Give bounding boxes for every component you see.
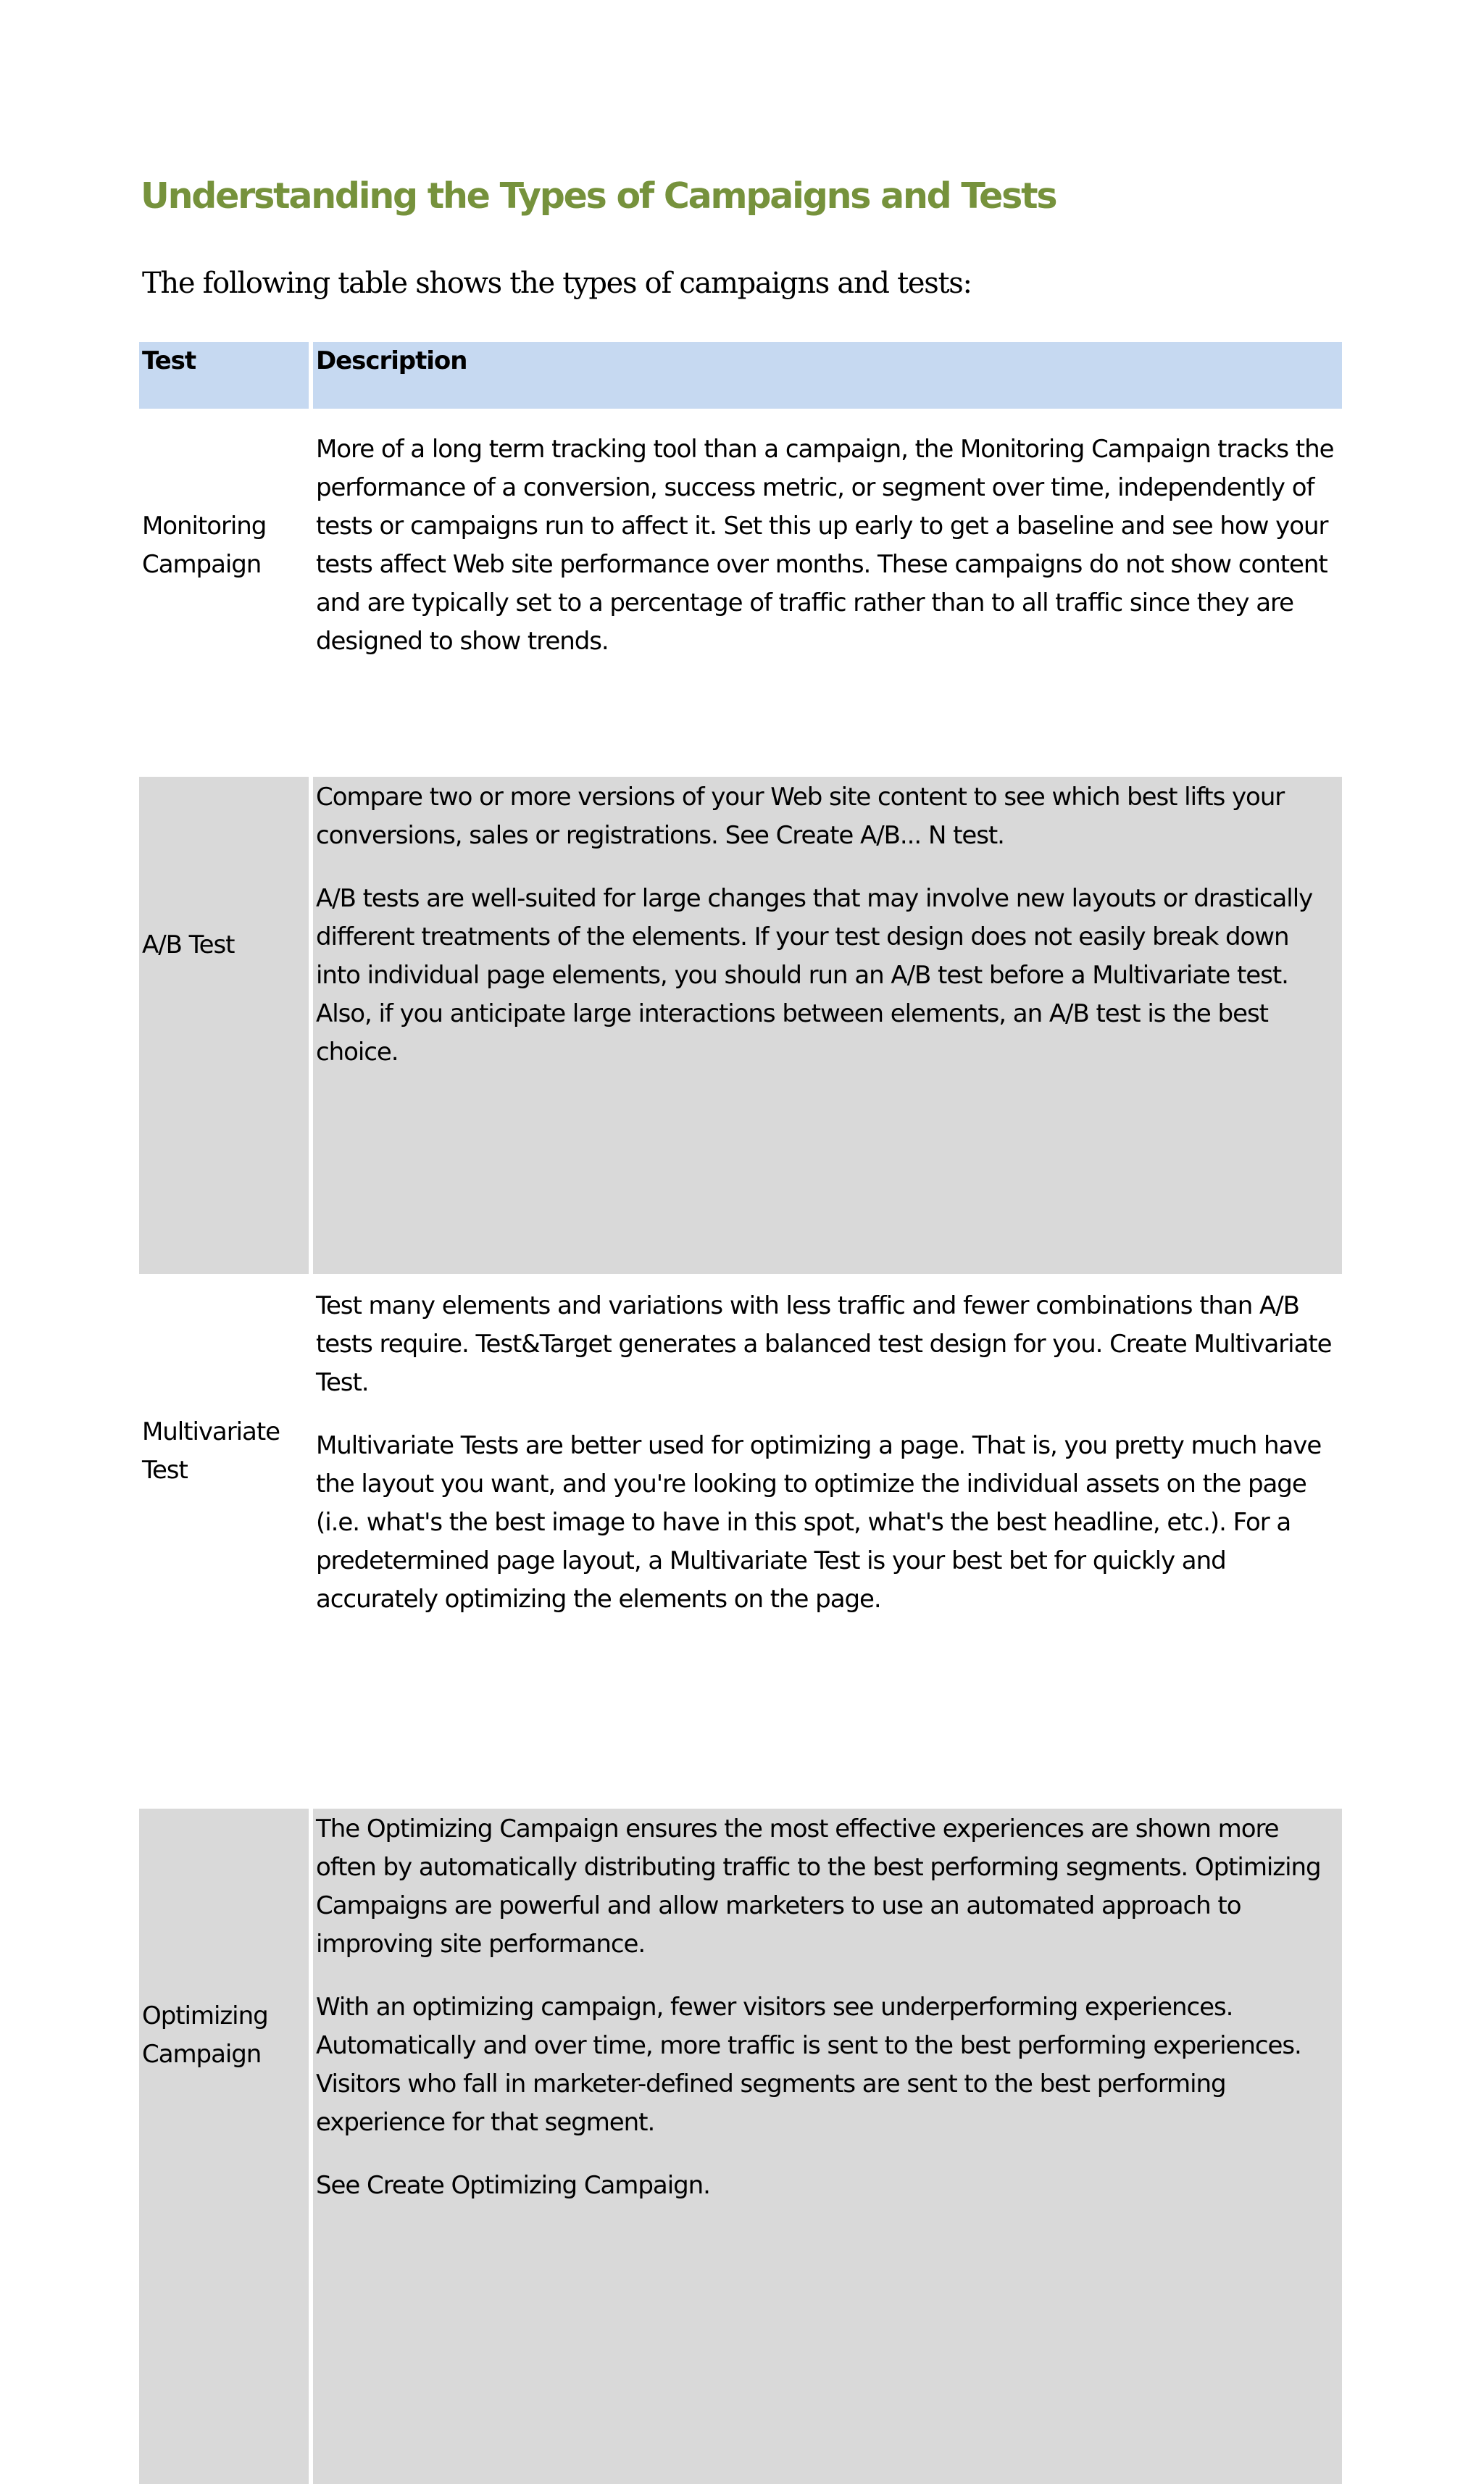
campaign-types-table [135,342,1346,2484]
test-name: Multivariate Test [142,1417,280,1485]
table-row-monitoring-campaign [139,409,1342,777]
table-row-multivariate-test [139,1274,1342,1809]
description-paragraph: Compare two or more versions of your Web site content to see which best lifts your conversions, sales or registrations. See Create A/B... N test. [316,783,1285,850]
test-description [313,1274,1342,1809]
test-name: A/B Test [139,777,309,1274]
test-name: Optimizing Campaign [139,1809,309,2484]
table-header-row [139,342,1342,409]
header-description: Description [313,342,1342,409]
test-description [313,777,1342,1274]
table-row-optimizing-campaign [139,1809,1342,2484]
description-paragraph: See Create Optimizing Campaign. [316,2171,710,2200]
test-name: Monitoring Campaign [142,512,267,579]
description-paragraph: With an optimizing campaign, fewer visitors see underperforming experiences. Automatically and over time, more traffic is sent to the best performing experiences. Visitors who fall in marketer-defined segments are sent to the best performing experience for that segment. [316,1993,1301,2137]
test-description [313,409,1342,777]
description-paragraph: A/B tests are well-suited for large changes that may involve new layouts or drastically different treatments of the elements. If your test design does not easily break down into individual page elements, you should run an A/B test before a Multivariate test. Also, if you anticipate large interactions between elements, an A/B test is the best choice. [316,884,1313,1067]
description-paragraph: The Optimizing Campaign ensures the most effective experiences are shown more often by automatically distributing traffic to the best performing segments. Optimizing Campaigns are powerful and allow marketers to use an automated approach to improving site performance. [316,1814,1321,1959]
page-heading: Understanding the Types of Campaigns and Tests [141,175,1056,217]
header-test: Test [139,342,309,409]
description-paragraph: Test many elements and variations with less traffic and fewer combinations than A/B tests require. Test&Target generates a balanced test design for you. Create Multivariate Test. [316,1291,1332,1397]
intro-text: The following table shows the types of campaigns and tests: [142,267,972,300]
table-row-ab-test [139,777,1342,1274]
test-description [313,1809,1342,2484]
description-paragraph: Multivariate Tests are better used for optimizing a page. That is, you pretty much have the layout you want, and you're looking to optimize the individual assets on the page (i.e. what's the best image to have in this spot, what's the best headline, etc.). For a predetermined page layout, a Multivariate Test is your best bet for quickly and accurately optimizing the elements on the page. [316,1431,1322,1614]
description-paragraph: More of a long term tracking tool than a campaign, the Monitoring Campaign tracks the performance of a conversion, success metric, or segment over time, independently of tests or campaigns run to affect it. Set this up early to get a baseline and see how your tests affect Web site performance over months. These campaigns do not show content and are typically set to a percentage of traffic rather than to all traffic since they are designed to show trends. [316,435,1334,656]
